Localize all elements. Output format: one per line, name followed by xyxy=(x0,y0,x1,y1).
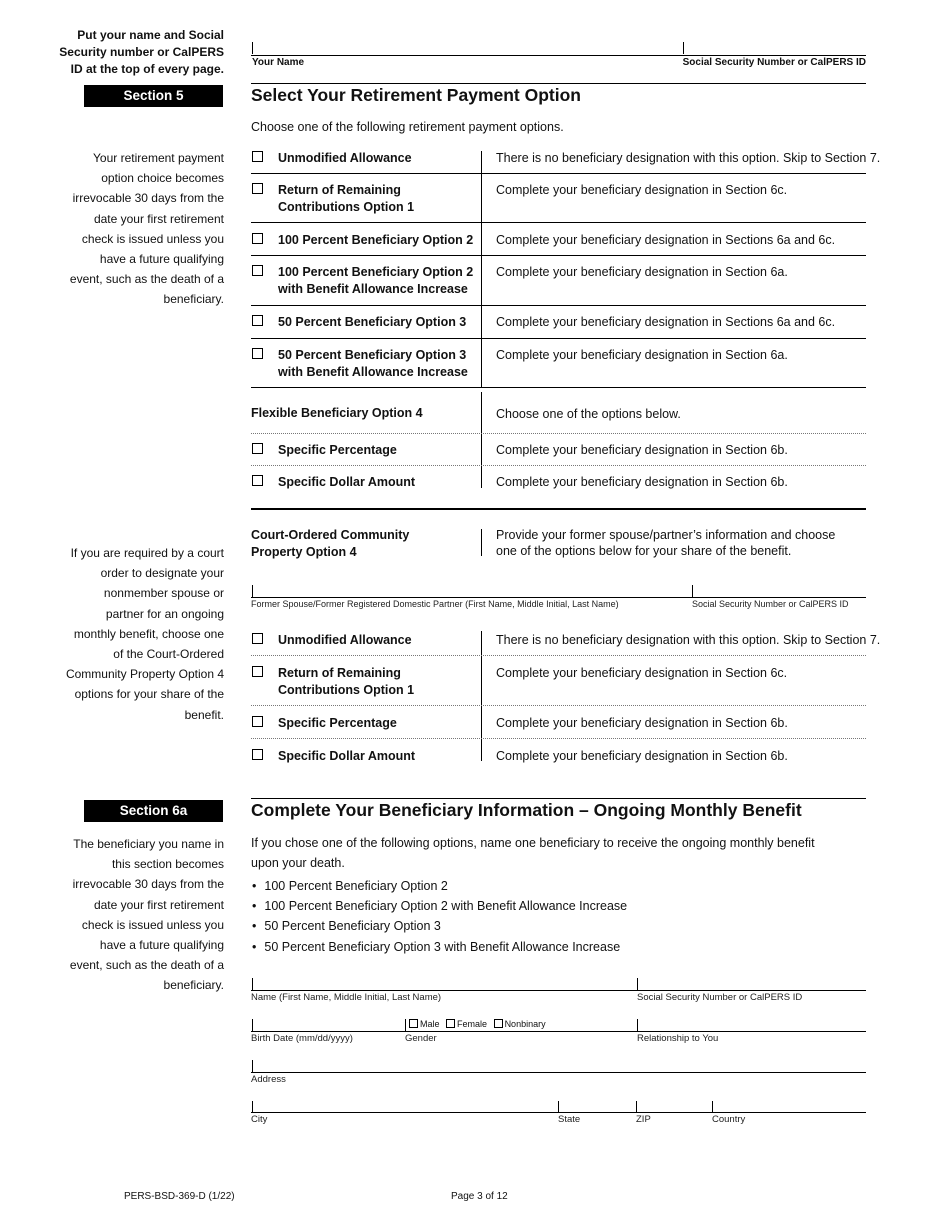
option-return-contributions-checkbox[interactable] xyxy=(252,183,263,194)
court-percentage-label: Specific Percentage xyxy=(278,716,397,730)
section-5-title: Select Your Retirement Payment Option xyxy=(251,85,581,105)
option-50-percent-checkbox[interactable] xyxy=(252,315,263,326)
birth-gender-relationship-field[interactable] xyxy=(251,1031,866,1032)
row-rule xyxy=(251,508,866,510)
spouse-ssn-label: Social Security Number or CalPERS ID xyxy=(692,599,849,609)
row-rule xyxy=(251,338,866,339)
your-ssn-label: Social Security Number or CalPERS ID xyxy=(682,57,866,68)
name-field-tick xyxy=(252,42,253,54)
flexible-dollar-label: Specific Dollar Amount xyxy=(278,475,416,489)
row-rule xyxy=(251,305,866,306)
flexible-desc: Choose one of the options below. xyxy=(496,407,681,421)
flexible-percentage-desc: Complete your beneficiary designation in Section 6b. xyxy=(496,443,788,457)
option-50-percent-increase-label: 50 Percent Beneficiary Option 3 with Benefit Allowance Increase xyxy=(278,348,468,379)
your-name-field[interactable] xyxy=(251,55,866,56)
row-rule xyxy=(251,738,866,739)
options-divider xyxy=(481,151,482,387)
row-rule xyxy=(251,465,866,466)
section-6a-intro: If you chose one of the following options, name one beneficiary to receive the ongoing monthly benefit upon your death. xyxy=(251,836,815,870)
row-rule xyxy=(251,222,866,223)
list-item: • 50 Percent Beneficiary Option 3 xyxy=(252,916,627,936)
option-100-percent-increase-desc: Complete your beneficiary designation in Section 6a. xyxy=(496,265,788,279)
spouse-name-label: Former Spouse/Former Registered Domestic Partner (First Name, Middle Initial, Last Name) xyxy=(251,599,619,609)
form-id: PERS-BSD-369-D (1/22) xyxy=(124,1191,235,1202)
section-6a-note: The beneficiary you name in this section becomes irrevocable 30 days from the date your first retirement check is issued unless you have a future qualifying event, such as the death of a beneficiary. xyxy=(69,837,224,993)
court-return-desc: Complete your beneficiary designation in Section 6c. xyxy=(496,666,788,680)
option-100-percent-increase-checkbox[interactable] xyxy=(252,265,263,276)
spouse-field-tick xyxy=(252,585,253,597)
court-options-divider xyxy=(481,631,482,761)
flexible-percentage-label: Specific Percentage xyxy=(278,443,397,457)
gender-options xyxy=(409,1019,546,1029)
gender-nonbinary-checkbox[interactable] xyxy=(494,1019,503,1028)
option-100-percent-increase-label: 100 Percent Beneficiary Option 2 with Benefit Allowance Increase xyxy=(278,265,474,296)
list-item: • 100 Percent Beneficiary Option 2 with Benefit Allowance Increase xyxy=(252,896,627,916)
field-tick xyxy=(252,978,253,990)
option-unmodified-checkbox[interactable] xyxy=(252,151,263,162)
header-divider xyxy=(251,83,866,84)
row-rule xyxy=(251,655,866,656)
gender-female-checkbox[interactable] xyxy=(446,1019,455,1028)
flexible-dollar-desc: Complete your beneficiary designation in Section 6b. xyxy=(496,475,788,489)
page-number: Page 3 of 12 xyxy=(451,1191,508,1202)
field-tick xyxy=(252,1060,253,1072)
option-return-contributions-label: Return of Remaining Contributions Option 1 xyxy=(278,183,415,214)
field-tick xyxy=(405,1019,406,1031)
option-100-percent-checkbox[interactable] xyxy=(252,233,263,244)
your-name-label: Your Name xyxy=(252,57,305,68)
spouse-ssn-tick xyxy=(692,585,693,597)
ssn-field-tick xyxy=(683,42,684,54)
court-title: Court-Ordered Community Property Option 4 xyxy=(251,528,410,559)
flexible-title: Flexible Beneficiary Option 4 xyxy=(251,406,423,420)
list-item: • 100 Percent Beneficiary Option 2 xyxy=(252,876,627,896)
country-label: Country xyxy=(712,1114,746,1125)
gender-female-label: Female xyxy=(457,1019,488,1029)
court-unmodified-desc: There is no beneficiary designation with this option. Skip to Section 7. xyxy=(496,633,881,647)
row-rule xyxy=(251,173,866,174)
list-item: • 50 Percent Beneficiary Option 3 with Benefit Allowance Increase xyxy=(252,937,627,957)
court-unmodified-label: Unmodified Allowance xyxy=(278,633,412,647)
gender-nonbinary-label: Nonbinary xyxy=(504,1019,546,1029)
header-instruction: Put your name and Social Security number or CalPERS ID at the top of every page. xyxy=(59,28,224,76)
section-6a-bullets xyxy=(252,876,627,957)
field-tick xyxy=(252,1019,253,1031)
court-divider xyxy=(481,529,482,556)
option-100-percent-desc: Complete your beneficiary designation in Sections 6a and 6c. xyxy=(496,233,836,247)
beneficiary-name-field[interactable] xyxy=(251,990,866,991)
row-rule xyxy=(251,387,866,388)
court-return-checkbox[interactable] xyxy=(252,666,263,677)
city-label: City xyxy=(251,1114,268,1125)
section-6a-tag: Section 6a xyxy=(84,800,223,822)
section-5-intro: Choose one of the following retirement payment options. xyxy=(251,120,564,134)
row-rule xyxy=(251,433,866,434)
court-percentage-checkbox[interactable] xyxy=(252,716,263,727)
option-unmodified-label: Unmodified Allowance xyxy=(278,151,412,165)
address-label: Address xyxy=(251,1074,286,1085)
gender-male-label: Male xyxy=(420,1019,440,1029)
row-rule xyxy=(251,255,866,256)
court-note: If you are required by a court order to designate your nonmember spouse or partner for an ongoing monthly benefit, choose one of the Court-Ordered Community Property Option 4 options for your share of the benefit. xyxy=(65,546,224,722)
gender-male-checkbox[interactable] xyxy=(409,1019,418,1028)
option-100-percent-label: 100 Percent Beneficiary Option 2 xyxy=(278,233,474,247)
field-tick xyxy=(637,978,638,990)
court-dollar-checkbox[interactable] xyxy=(252,749,263,760)
option-50-percent-desc: Complete your beneficiary designation in Sections 6a and 6c. xyxy=(496,315,836,329)
spouse-name-field[interactable] xyxy=(251,597,866,598)
court-unmodified-checkbox[interactable] xyxy=(252,633,263,644)
section-6a-title: Complete Your Beneficiary Information – Ongoing Monthly Benefit xyxy=(251,800,802,820)
option-50-percent-increase-checkbox[interactable] xyxy=(252,348,263,359)
relationship-label: Relationship to You xyxy=(637,1033,719,1044)
option-50-percent-label: 50 Percent Beneficiary Option 3 xyxy=(278,315,467,329)
flexible-divider xyxy=(481,392,482,488)
flexible-dollar-checkbox[interactable] xyxy=(252,475,263,486)
zip-label: ZIP xyxy=(636,1114,651,1125)
section-5-note: Your retirement payment option choice becomes irrevocable 30 days from the date your first retirement check is issued unless you have a future qualifying event, such as the death of a beneficiary. xyxy=(69,151,224,307)
row-rule xyxy=(251,705,866,706)
beneficiary-ssn-label: Social Security Number or CalPERS ID xyxy=(637,992,803,1003)
court-dollar-label: Specific Dollar Amount xyxy=(278,749,416,763)
court-percentage-desc: Complete your beneficiary designation in Section 6b. xyxy=(496,716,788,730)
flexible-percentage-checkbox[interactable] xyxy=(252,443,263,454)
option-unmodified-desc: There is no beneficiary designation with this option. Skip to Section 7. xyxy=(496,151,881,165)
section-5-tag: Section 5 xyxy=(84,85,223,107)
section-6a-divider xyxy=(251,798,866,799)
option-50-percent-increase-desc: Complete your beneficiary designation in Section 6a. xyxy=(496,348,788,362)
field-tick xyxy=(637,1019,638,1031)
city-state-zip-country-field[interactable] xyxy=(251,1112,866,1113)
address-field[interactable] xyxy=(251,1072,866,1073)
court-return-label: Return of Remaining Contributions Option 1 xyxy=(278,666,415,697)
court-dollar-desc: Complete your beneficiary designation in Section 6b. xyxy=(496,749,788,763)
court-desc: Provide your former spouse/partner’s information and choose one of the options below for your share of the benefit. xyxy=(496,528,836,558)
beneficiary-name-label: Name (First Name, Middle Initial, Last Name) xyxy=(251,992,442,1003)
birth-date-label: Birth Date (mm/dd/yyyy) xyxy=(251,1033,353,1044)
gender-label: Gender xyxy=(405,1033,437,1044)
state-label: State xyxy=(558,1114,581,1125)
option-return-contributions-desc: Complete your beneficiary designation in Section 6c. xyxy=(496,183,788,197)
